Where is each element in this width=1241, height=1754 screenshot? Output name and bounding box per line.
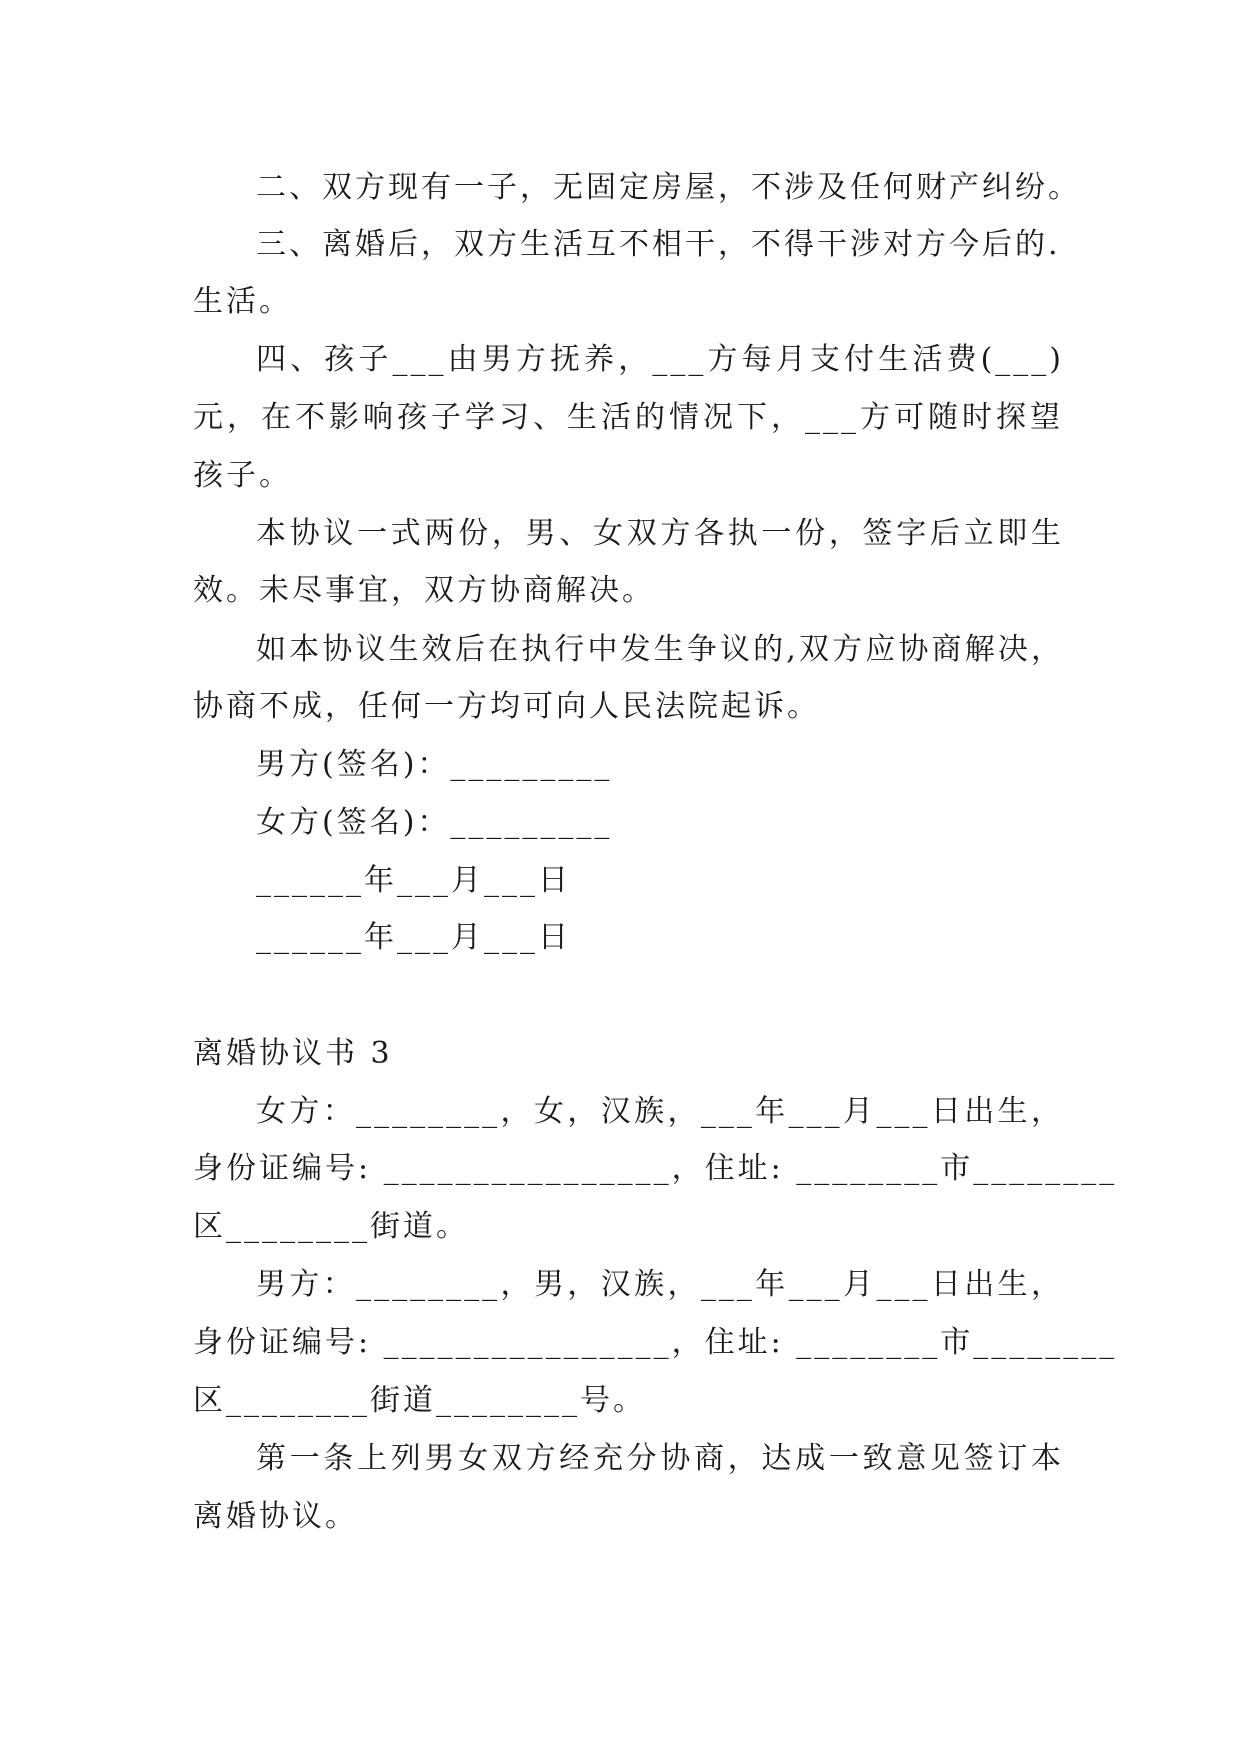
paragraph-line-1: 二、双方现有一子，无固定房屋，不涉及任何财产纠纷。 (256, 170, 1081, 205)
date-line-2: ______年___月___日 (256, 920, 571, 955)
paragraph-line-9: 如本协议生效后在执行中发生争议的,双方应协商解决， (256, 632, 1064, 667)
paragraph-line-3: 生活。 (193, 284, 292, 319)
paragraph-line-4: 四、孩子___由男方抚养，___方每月支付生活费(___) (256, 342, 1064, 377)
article-one-line-2: 离婚协议。 (193, 1499, 358, 1534)
paragraph-line-10: 协商不成，任何一方均可向人民法院起诉。 (193, 689, 820, 724)
paragraph-line-5: 元，在不影响孩子学习、生活的情况下，___方可随时探望 (193, 400, 1063, 435)
paragraph-line-8: 效。未尽事宜，双方协商解决。 (193, 573, 655, 608)
female-info-line-3: 区________街道。 (193, 1209, 469, 1244)
date-line-1: ______年___月___日 (256, 863, 571, 898)
section-title: 离婚协议书 3 (193, 1036, 393, 1071)
female-info-line-1: 女方：________，女，汉族，___年___月___日出生， (256, 1094, 1064, 1129)
male-info-line-3: 区________街道________号。 (193, 1383, 646, 1418)
male-info-line-2: 身份证编号: ________________，住址: ________市________ (193, 1325, 1118, 1360)
paragraph-line-6: 孩子。 (193, 458, 292, 493)
female-info-line-2: 身份证编号: ________________，住址: ________市________ (193, 1151, 1118, 1186)
article-one-line-1: 第一条上列男女双方经充分协商，达成一致意见签订本 (256, 1441, 1064, 1476)
paragraph-line-7: 本协议一式两份，男、女双方各执一份，签字后立即生 (256, 516, 1064, 551)
paragraph-line-2: 三、离婚后，双方生活互不相干，不得干涉对方今后的. (256, 227, 1061, 262)
male-info-line-1: 男方：________，男，汉族，___年___月___日出生， (256, 1267, 1064, 1302)
male-signature-line: 男方(签名)：_________ (256, 747, 613, 782)
female-signature-line: 女方(签名)：_________ (256, 805, 613, 840)
